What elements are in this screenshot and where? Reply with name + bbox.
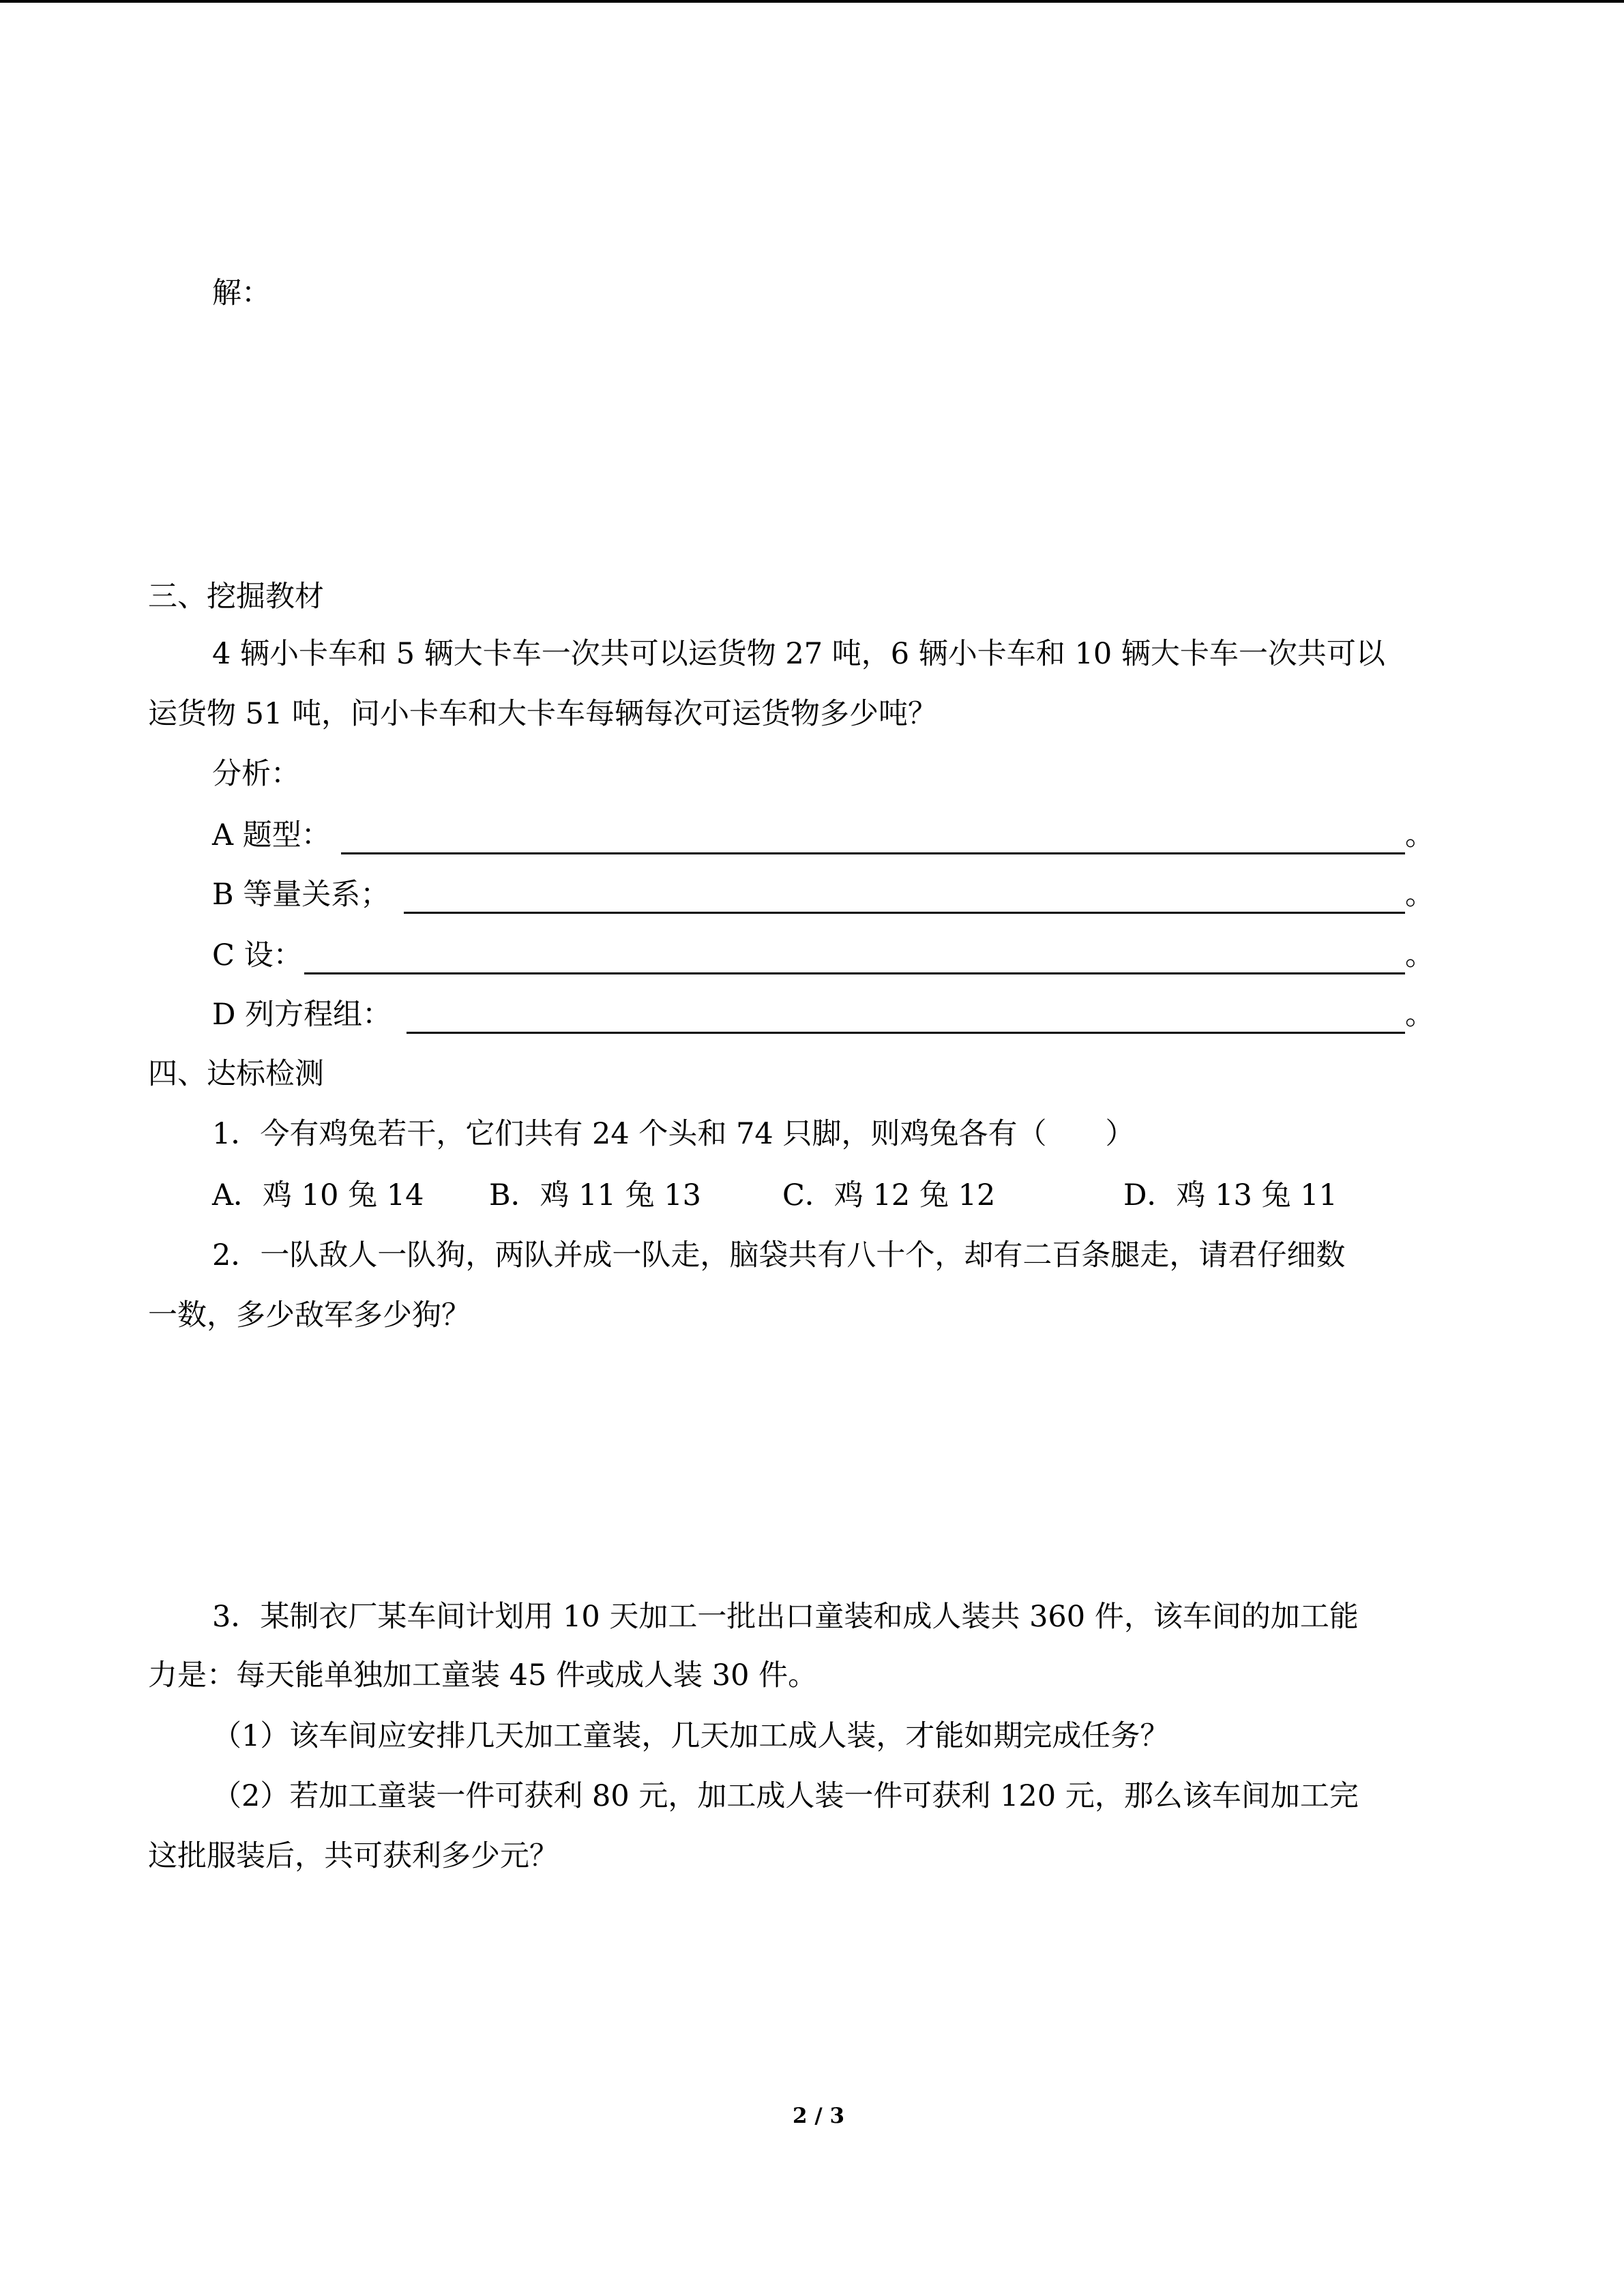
analysis-item-d-end: 。 xyxy=(1405,998,1434,1032)
analysis-label: 分析： xyxy=(212,757,300,791)
section3-problem-line2: 运货物 51 吨，问小卡车和大卡车每辆每次可运货物多少吨？ xyxy=(148,697,938,731)
q1-option-b[interactable]: B．鸡 11 兔 13 xyxy=(489,1178,702,1212)
analysis-item-d-label: D 列方程组： xyxy=(212,998,392,1032)
analysis-item-a-end: 。 xyxy=(1405,818,1434,852)
analysis-item-c-end: 。 xyxy=(1405,938,1434,972)
q3-sub2-line1: （2）若加工童装一件可获利 80 元，加工成人装一件可获利 120 元，那么该车间加工完 xyxy=(212,1779,1359,1813)
analysis-item-b-end: 。 xyxy=(1405,878,1434,912)
page-number: 2 / 3 xyxy=(793,2104,845,2128)
analysis-item-a-blank[interactable] xyxy=(341,852,1405,854)
section3-heading: 三、挖掘教材 xyxy=(148,580,324,614)
analysis-item-c-blank[interactable] xyxy=(304,972,1405,974)
solution-label: 解： xyxy=(212,276,271,310)
section3-problem-line1: 4 辆小卡车和 5 辆大卡车一次共可以运货物 27 吨，6 辆小卡车和 10 辆大卡车一次共可以 xyxy=(212,637,1385,671)
analysis-item-b-label: B 等量关系； xyxy=(212,878,390,912)
page-top-border xyxy=(0,0,1624,3)
q1-text: 1．今有鸡兔若干，它们共有 24 个头和 74 只脚，则鸡兔各有（ ） xyxy=(212,1117,1135,1151)
q3-line1: 3．某制衣厂某车间计划用 10 天加工一批出口童装和成人装共 360 件，该车间的加工能 xyxy=(212,1600,1359,1634)
analysis-item-a-label: A 题型： xyxy=(212,818,331,852)
q1-option-c[interactable]: C．鸡 12 兔 12 xyxy=(782,1178,996,1212)
q2-line1: 2．一队敌人一队狗，两队并成一队走，脑袋共有八十个，却有二百条腿走，请君仔细数 xyxy=(212,1238,1346,1272)
q1-option-a[interactable]: A．鸡 10 兔 14 xyxy=(212,1178,424,1212)
q3-sub1: （1）该车间应安排几天加工童装，几天加工成人装，才能如期完成任务？ xyxy=(212,1719,1170,1753)
analysis-item-b-blank[interactable] xyxy=(404,912,1405,914)
section4-heading: 四、达标检测 xyxy=(148,1057,324,1091)
analysis-item-d-blank[interactable] xyxy=(407,1032,1405,1034)
q3-sub2-line2: 这批服装后，共可获利多少元？ xyxy=(148,1839,559,1873)
analysis-item-c-label: C 设： xyxy=(212,938,303,972)
q2-line2: 一数，多少敌军多少狗？ xyxy=(148,1298,471,1332)
q3-line2: 力是：每天能单独加工童装 45 件或成人装 30 件。 xyxy=(148,1658,818,1693)
q1-option-d[interactable]: D．鸡 13 兔 11 xyxy=(1123,1178,1338,1212)
